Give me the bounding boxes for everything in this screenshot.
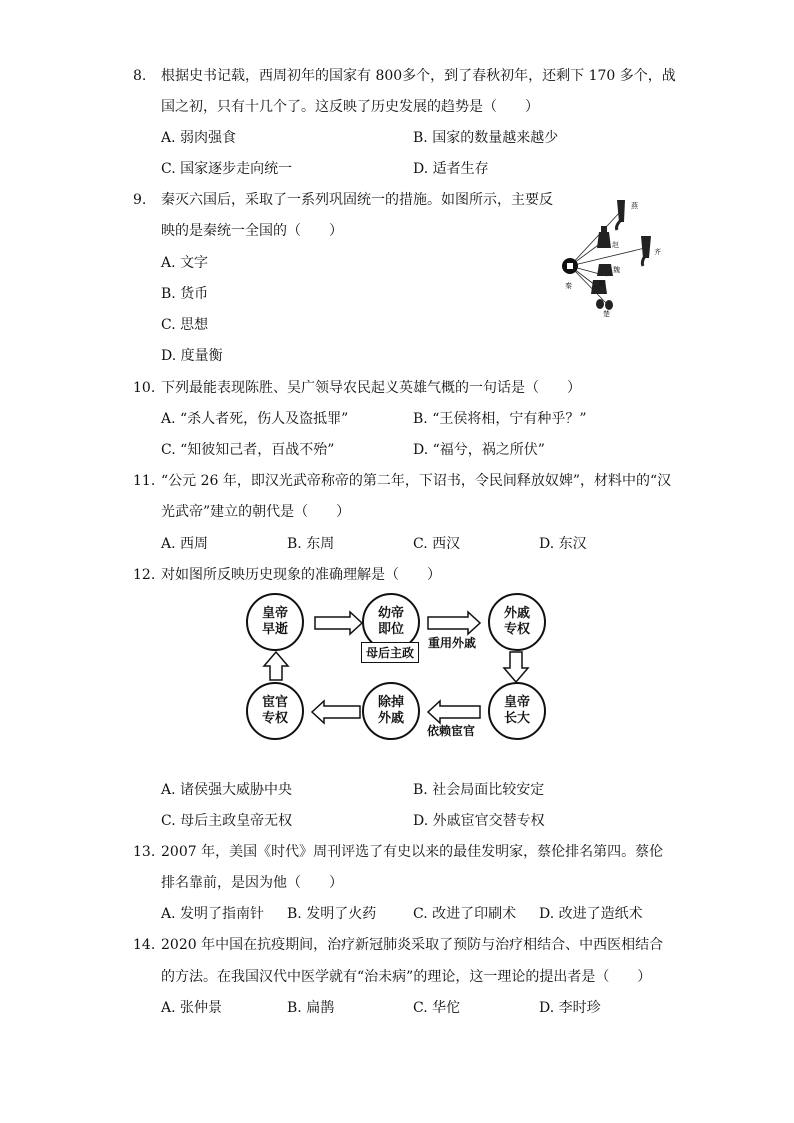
question-11-text-line2: 光武帝”建立的朝代是（ ）	[161, 504, 351, 520]
question-9-number: 9.	[133, 192, 147, 208]
diagram-node-remove-consort-clan: 除掉 外戚	[362, 682, 420, 740]
question-13-option-d: D. 改进了造纸术	[539, 906, 643, 922]
question-14-number: 14.	[133, 937, 156, 953]
figure-label-qi: 齐	[654, 248, 661, 256]
question-14-option-c: C. 华佗	[413, 1000, 461, 1016]
question-8-option-a: A. 弱肉强食	[161, 130, 237, 146]
figure-label-zhao: 赵	[612, 241, 619, 249]
diagram-box-empress-regency: 母后主政	[361, 642, 419, 663]
question-13-option-b: B. 发明了火药	[287, 906, 377, 922]
question-10-option-a: A. “杀人者死，伤人及盗抵罪”	[161, 411, 349, 427]
question-9-option-d: D. 度量衡	[161, 348, 223, 364]
arrow-right-2	[428, 612, 480, 634]
diagram-arrows	[240, 590, 560, 750]
coins-figure	[555, 192, 665, 320]
question-13-number: 13.	[133, 844, 156, 860]
question-12-option-d: D. 外戚宦官交替专权	[413, 813, 545, 829]
question-13-option-c: C. 改进了印刷术	[413, 906, 517, 922]
question-10-text-line1: 下列最能表现陈胜、吴广领导农民起义英雄气概的一句话是（ ）	[161, 380, 581, 396]
question-8-option-b: B. 国家的数量越来越少	[413, 130, 559, 146]
question-14-option-a: A. 张仲景	[161, 1000, 223, 1016]
diagram-node-emperor-early-death: 皇帝 早逝	[246, 593, 304, 651]
question-11-option-a: A. 西周	[161, 536, 209, 552]
zhao-spade-coin-icon	[597, 232, 611, 248]
question-14-option-d: D. 李时珍	[539, 1000, 601, 1016]
question-11-number: 11.	[133, 473, 156, 489]
qi-knife-coin-icon	[641, 236, 651, 258]
yan-knife-coin-icon	[617, 200, 625, 222]
question-12-option-c: C. 母后主政皇帝无权	[161, 813, 293, 829]
question-10-option-d: D. “福兮，祸之所伏”	[413, 442, 545, 458]
question-13-text-line1: 2007 年，美国《时代》周刊评选了有史以来的最佳发明家，蔡伦排名第四。蔡伦	[161, 844, 664, 860]
figure-label-yan: 燕	[631, 202, 638, 210]
diagram-node-child-emperor: 幼帝 即位	[362, 593, 420, 651]
question-8-text-line2: 国之初，只有十几个了。这反映了历史发展的趋势是（ ）	[161, 99, 539, 115]
question-11-option-b: B. 东周	[287, 536, 335, 552]
question-13-text-line2: 排名靠前，是因为他（ ）	[161, 875, 343, 891]
question-10-number: 10.	[133, 380, 156, 396]
question-11-text-line1: “公元 26 年，即汉光武帝称帝的第二年，下诏书，令民间释放奴婢”，材料中的“汉	[161, 473, 672, 489]
chu-ant-nose-coin-icon	[596, 299, 604, 309]
diagram-label-rely-on-consort: 重用外戚	[428, 636, 477, 650]
figure-label-han: 韩	[599, 280, 606, 288]
question-9-text-line2: 映的是秦统一全国的（ ）	[161, 223, 343, 239]
arrow-left-1	[428, 701, 480, 723]
question-9-option-b: B. 货币	[161, 286, 209, 302]
arrow-left-2	[312, 701, 360, 723]
question-11-option-d: D. 东汉	[539, 536, 587, 552]
question-11-option-c: C. 西汉	[413, 536, 461, 552]
arrow-up	[264, 652, 288, 680]
question-10-option-c: C. “知彼知己者，百战不殆”	[161, 442, 335, 458]
diagram-node-consort-clan-power: 外戚 专权	[488, 593, 546, 651]
question-8-text-line1: 根据史书记载，西周初年的国家有 800多个，到了春秋初年，还剩下 170 多个，战	[161, 68, 676, 84]
diagram-node-emperor-grows-up: 皇帝 长大	[488, 682, 546, 740]
question-9-text-line1: 秦灭六国后，采取了一系列巩固统一的措施。如图所示，主要反	[161, 192, 553, 208]
figure-label-qin: 秦	[565, 282, 572, 290]
arrow-down	[504, 652, 528, 682]
figure-label-chu: 楚	[603, 310, 610, 318]
question-12-option-a: A. 诸侯强大威胁中央	[161, 782, 293, 798]
figure-label-wei: 魏	[613, 266, 620, 274]
question-8-option-c: C. 国家逐步走向统一	[161, 161, 293, 177]
question-9-option-c: C. 思想	[161, 317, 209, 333]
question-10-option-b: B. “王侯将相，宁有种乎？”	[413, 411, 587, 427]
question-14-option-b: B. 扁鹊	[287, 1000, 335, 1016]
question-8-number: 8.	[133, 68, 147, 84]
question-12-option-b: B. 社会局面比较安定	[413, 782, 545, 798]
arrow-right-1	[315, 612, 362, 634]
ban-liang-coin-icon	[562, 258, 578, 274]
question-9-option-a: A. 文字	[161, 255, 209, 271]
question-12-text-line1: 对如图所反映历史现象的准确理解是（ ）	[161, 567, 441, 583]
question-13-option-a: A. 发明了指南针	[161, 906, 265, 922]
question-14-text-line1: 2020 年中国在抗疫期间，治疗新冠肺炎采取了预防与治疗相结合、中西医相结合	[161, 937, 664, 953]
question-8-option-d: D. 适者生存	[413, 161, 489, 177]
diagram-node-eunuch-power: 宦官 专权	[246, 682, 304, 740]
diagram-label-rely-on-eunuch: 依赖宦官	[427, 724, 476, 738]
wei-spade-coin-icon	[597, 264, 613, 276]
question-14-text-line2: 的方法。在我国汉代中医学就有“治未病”的理论，这一理论的提出者是（ ）	[161, 969, 652, 985]
question-12-number: 12.	[133, 567, 156, 583]
